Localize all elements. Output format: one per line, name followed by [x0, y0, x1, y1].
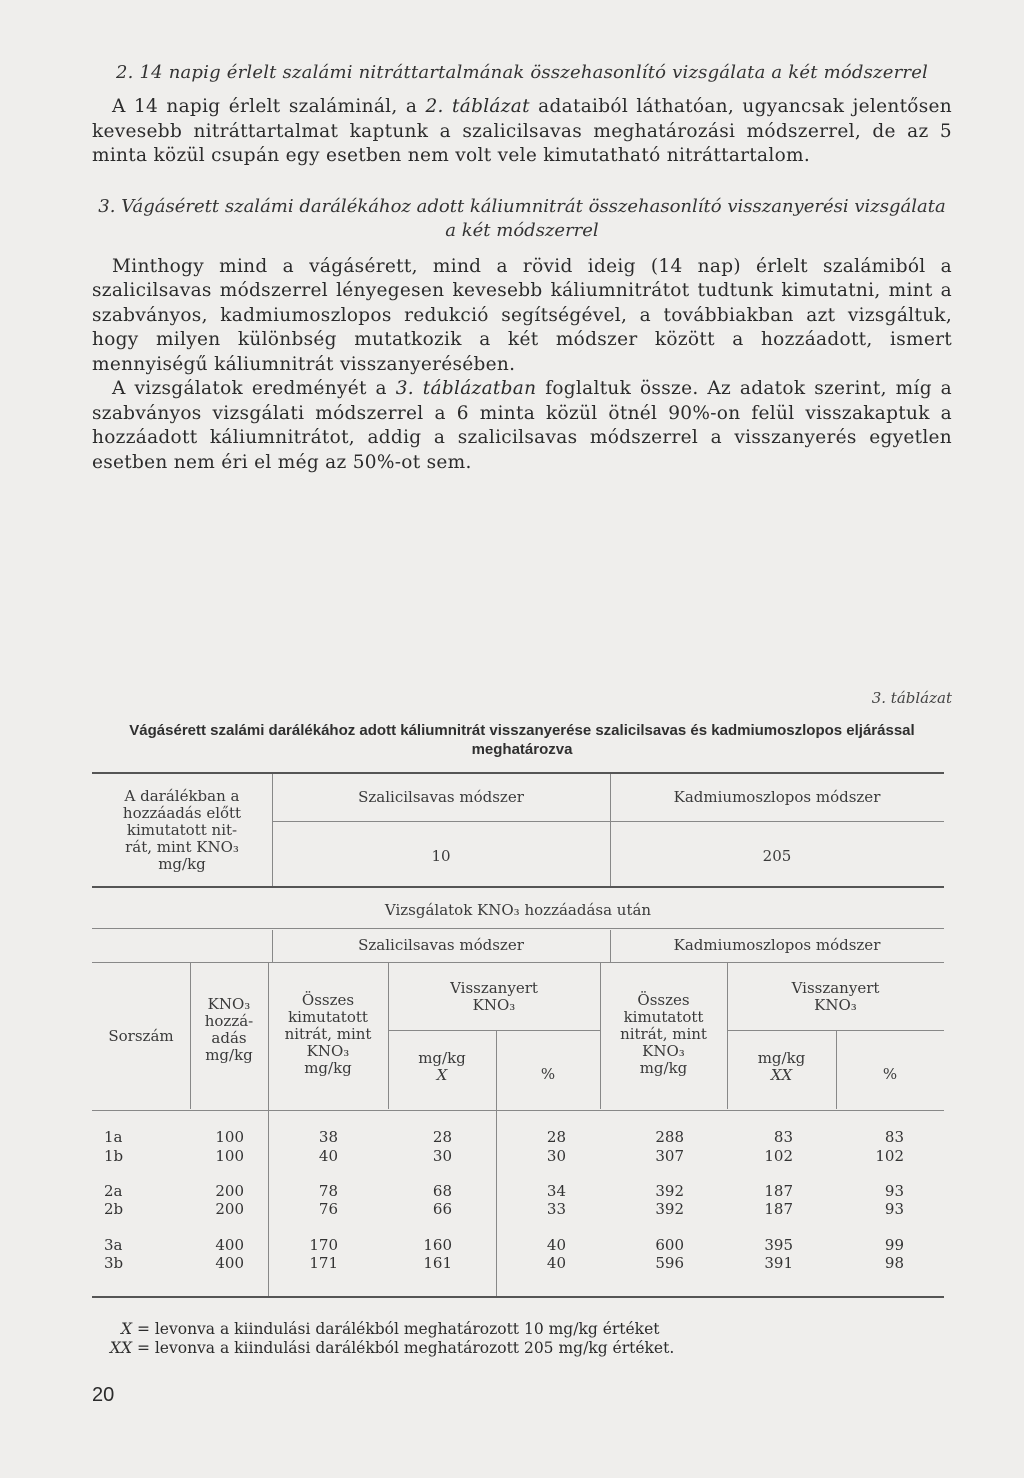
table-cell: 288 [655, 1128, 684, 1146]
footnote-xx: XX = levonva a kiindulási darálékból meghatározott 205 mg/kg értéket. [109, 1339, 675, 1357]
table-cell: 40 [318, 1147, 338, 1165]
table-cell: 1b [104, 1147, 124, 1165]
table-cell: 78 [318, 1182, 338, 1200]
value-cadmium: 205 [762, 847, 792, 865]
table-cell: 100 [215, 1128, 244, 1146]
table-cell: 392 [655, 1200, 684, 1218]
table-cell: 83 [773, 1128, 793, 1146]
table-cell: 66 [432, 1200, 452, 1218]
table-cell: 28 [432, 1128, 452, 1146]
header-added: KNO₃ hozzá- adás mg/kg [204, 995, 254, 1064]
table-cell: 33 [546, 1200, 566, 1218]
table-cell: 93 [884, 1182, 904, 1200]
table-cell: 395 [764, 1236, 793, 1254]
table-cell: 596 [655, 1254, 684, 1272]
table-cell: 93 [884, 1200, 904, 1218]
section3-heading: 3. Vágásérett szalámi darálékához adott káliumnitrát összehasonlító visszanyerési vizsgálata a két módszerrel [98, 195, 946, 241]
table-cell: 200 [215, 1200, 244, 1218]
table-cell: 98 [884, 1254, 904, 1272]
table-cell: 400 [215, 1254, 244, 1272]
page-number: 20 [92, 1384, 115, 1406]
table-cell: 76 [318, 1200, 338, 1218]
table-cell: 187 [764, 1182, 793, 1200]
section2-paragraph: A 14 napig érlelt szaláminál, a 2. táblázat adataiból láthatóan, ugyancsak jelentősen kevesebb nitráttartalmat kaptunk a szalicilsavas meghatározási módszerrel, de az 5 minta közül csupán egy esetben nem volt vele kimutatható nitráttartalom. [92, 96, 953, 166]
header-pct-salicylic: % [540, 1065, 556, 1083]
footnotes [92, 1320, 952, 1358]
header-sorszam: Sorszám [108, 1027, 174, 1045]
table-cell: 83 [884, 1128, 904, 1146]
table-cell: 2b [104, 1200, 124, 1218]
table-ref: 3. táblázatban [395, 378, 537, 399]
table-cell: 3a [104, 1236, 123, 1254]
table-cell: 30 [546, 1147, 566, 1165]
value-salicylic: 10 [431, 847, 451, 865]
table-cell: 28 [546, 1128, 566, 1146]
table-ref: 2. táblázat [425, 96, 530, 117]
header-recovered-cadmium: Visszanyert KNO₃ [791, 979, 880, 1014]
header-mgkg-xx: mg/kg XX [757, 1049, 806, 1084]
table-cell: 2a [104, 1182, 123, 1200]
table-cell: 160 [423, 1236, 452, 1254]
table-cell: 100 [215, 1147, 244, 1165]
section3-paragraph-2: A vizsgálatok eredményét a 3. táblázatban foglaltuk össze. Az adatok szerint, míg a szabványos vizsgálati módszerrel a 6 minta közül ötnél 90%-on felül visszakaptuk a hozzáadott káliumnitrátot, addig a szalicilsavas módszerrel a visszanyerés egyetlen esetben nem éri el még az 50%-ot sem. [92, 378, 953, 473]
table-cell: 161 [423, 1254, 452, 1272]
header-total-cadmium: Összes kimutatott nitrát, mint KNO₃ mg/kg [620, 991, 707, 1077]
col-salicylic: Szalicilsavas módszer [358, 788, 524, 806]
table-cell: 68 [432, 1182, 452, 1200]
table-cell: 34 [546, 1182, 566, 1200]
table-cell: 3b [104, 1254, 124, 1272]
header-total-salicylic: Összes kimutatott nitrát, mint KNO₃ mg/kg [284, 991, 372, 1077]
table-cell: 307 [655, 1147, 684, 1165]
table-label: 3. táblázat [871, 689, 952, 707]
table-cell: 102 [875, 1147, 904, 1165]
footnote-x: X = levonva a kiindulási darálékból meghatározott 10 mg/kg értéket [120, 1320, 660, 1338]
header-pct-cadmium: % [882, 1065, 898, 1083]
table-cell: 38 [318, 1128, 338, 1146]
header-recovered-salicylic: Visszanyert KNO₃ [450, 979, 538, 1014]
group-salicylic: Szalicilsavas módszer [358, 936, 524, 954]
table-cell: 187 [764, 1200, 793, 1218]
section3-paragraph-1: Minthogy mind a vágásérett, mind a rövid ideig (14 nap) érlelt szalámiból a szalicilsavas módszerrel lényegesen kevesebb káliumnitrátot tudtunk kimutatni, mint a szabványos, kadmiumoszlopos redukció segítségével, a továbbiakban azt vizsgáltuk, hogy milyen különbség mutatkozik a két módszer között a hozzáadott, ismert mennyiségű káliumnitrát visszanyerésében. [92, 255, 952, 375]
table-cell: 40 [546, 1236, 566, 1254]
table-cell: 391 [764, 1254, 793, 1272]
table-cell: 1a [104, 1128, 123, 1146]
table-cell: 170 [309, 1236, 338, 1254]
group-cadmium: Kadmiumoszlopos módszer [673, 936, 881, 954]
section2-heading: 2. 14 napig érlelt szalámi nitráttartalmának összehasonlító vizsgálata a két módszerrel [115, 62, 929, 83]
table-title: Vágásérett szalámi darálékához adott káliumnitrát visszanyerése szalicilsavas és kadmiumoszlopos eljárással meghatározva [129, 722, 915, 758]
table-cell: 392 [655, 1182, 684, 1200]
table-cell: 40 [546, 1254, 566, 1272]
table-cell: 99 [884, 1236, 904, 1254]
table-cell: 600 [655, 1236, 684, 1254]
table-cell: 171 [309, 1254, 338, 1272]
table-cell: 30 [432, 1147, 452, 1165]
table-cell: 200 [215, 1182, 244, 1200]
banner: Vizsgálatok KNO₃ hozzáadása után [384, 901, 652, 919]
table-cell: 400 [215, 1236, 244, 1254]
table-cell: 102 [764, 1147, 793, 1165]
header-mgkg-x: mg/kg X [418, 1049, 466, 1084]
rowhead-before: A darálékban a hozzáadás előtt kimutatott nit- rát, mint KNO₃ mg/kg [122, 787, 242, 873]
page-body [92, 62, 953, 758]
col-cadmium: Kadmiumoszlopos módszer [673, 788, 881, 806]
